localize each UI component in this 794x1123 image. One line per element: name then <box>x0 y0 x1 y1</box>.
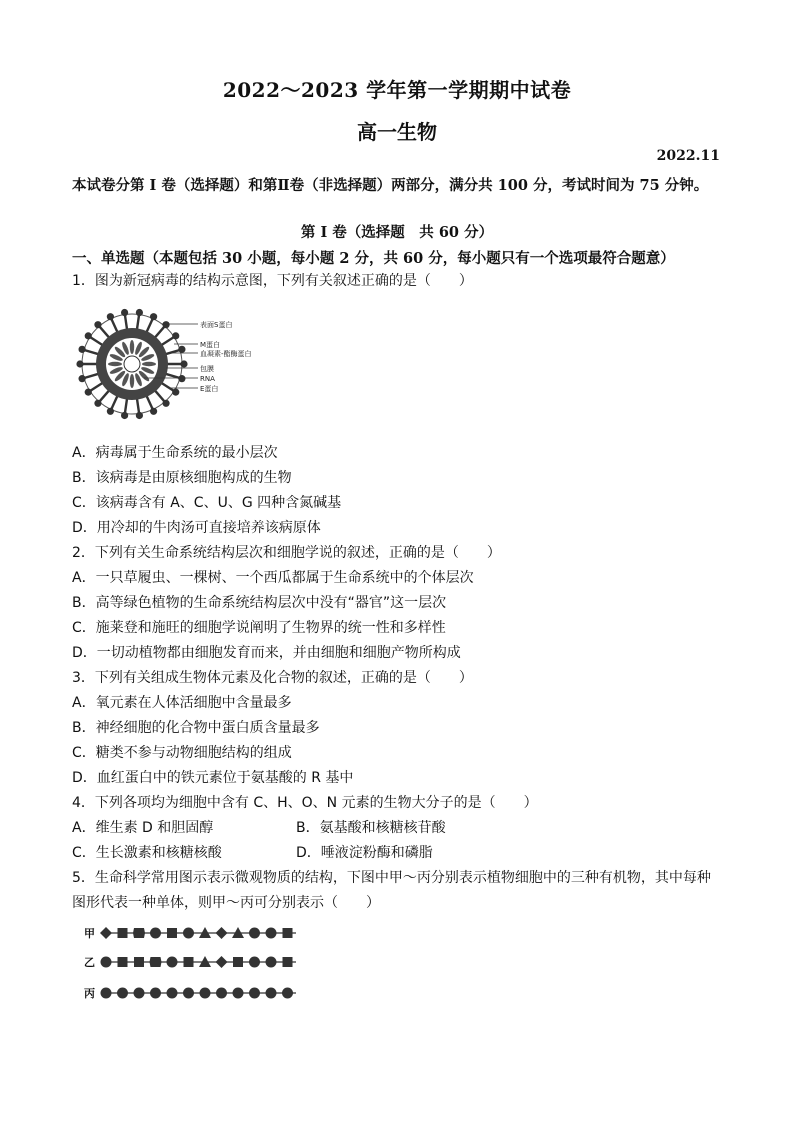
virus-spike-head <box>150 408 157 415</box>
monomer-unit <box>150 957 162 967</box>
question-1-stem: 1．图为新冠病毒的结构示意图，下列有关叙述正确的是（ ） <box>72 273 473 289</box>
virus-spike-head <box>136 309 143 316</box>
virus-spike-head <box>178 346 185 353</box>
monomer-chain-figure <box>80 920 296 1012</box>
virus-inner-segment <box>142 362 156 366</box>
virus-spike-head <box>79 346 86 353</box>
monomer-unit <box>283 957 293 967</box>
virus-spike-head <box>85 389 92 396</box>
virus-spike-head <box>76 360 83 367</box>
q3-option-c: C．糖类不参与动物细胞结构的组成 <box>72 745 292 761</box>
virus-spike-head <box>79 375 86 382</box>
monomer-unit <box>101 957 112 968</box>
monomer-unit <box>200 988 211 999</box>
virus-spike-head <box>178 375 185 382</box>
label-m-protein: M蛋白 <box>200 341 221 349</box>
monomer-unit <box>184 957 194 967</box>
virus-spike-head <box>180 360 187 367</box>
virus-spike-head <box>136 412 143 419</box>
monomer-unit <box>216 927 228 939</box>
monomer-unit <box>233 957 243 967</box>
label-e-protein: E蛋白 <box>200 385 219 393</box>
monomer-unit <box>249 928 260 939</box>
q2-option-b: B．高等绿色植物的生命系统结构层次中没有“器官”这一层次 <box>72 595 447 611</box>
monomer-unit <box>249 957 260 968</box>
monomer-unit <box>134 957 144 967</box>
label-envelope: 包膜 <box>200 365 214 373</box>
monomer-unit <box>150 928 161 939</box>
virus-spike-head <box>107 313 114 320</box>
q2-option-a: A．一只草履虫、一棵树、一个西瓜都属于生命系统中的个体层次 <box>72 570 474 586</box>
exam-subtitle: 高一生物 <box>357 120 437 144</box>
monomer-unit <box>216 988 227 999</box>
monomer-unit <box>183 928 194 939</box>
chain-bing <box>101 988 297 999</box>
monomer-unit <box>167 957 178 968</box>
section-title: 第 I 卷（选择题 共 60 分） <box>300 224 494 241</box>
virus-spike-head <box>121 309 128 316</box>
monomer-unit <box>118 928 128 938</box>
monomer-unit <box>167 928 177 938</box>
virus-spike-head <box>94 400 101 407</box>
exam-title: 2022～2023 学年第一学期期中试卷 <box>222 78 572 102</box>
exam-date: 2022.11 <box>656 148 720 164</box>
q1-option-d: D．用冷却的牛肉汤可直接培养该病原体 <box>72 520 321 536</box>
chain-label-jia: 甲 <box>84 927 95 940</box>
monomer-unit <box>249 988 260 999</box>
q4-option-d: D．唾液淀粉酶和磷脂 <box>296 845 433 861</box>
label-he-protein: 血凝素-酯酶蛋白 <box>200 350 252 358</box>
virus-inner-segment <box>130 374 134 388</box>
virus-spike-head <box>172 389 179 396</box>
monomer-unit <box>134 988 145 999</box>
monomer-unit <box>282 988 293 999</box>
question-5-stem: 5．生命科学常用图示表示微观物质的结构，下图中甲～丙分别表示植物细胞中的三种有机物，其中每种 <box>72 870 711 886</box>
q3-option-b: B．神经细胞的化合物中蛋白质含量最多 <box>72 720 320 736</box>
monomer-unit <box>118 957 128 967</box>
virus-inner-segment <box>130 340 134 354</box>
q2-option-c: C．施莱登和施旺的细胞学说阐明了生物界的统一性和多样性 <box>72 620 446 636</box>
monomer-unit <box>266 957 277 968</box>
label-rna: RNA <box>200 375 215 383</box>
monomer-unit <box>101 988 112 999</box>
q4-option-a: A．维生素 D 和胆固醇 <box>72 820 214 836</box>
q4-option-c: C．生长激素和核糖核酸 <box>72 845 222 861</box>
virus-spike-head <box>121 412 128 419</box>
monomer-unit <box>266 988 277 999</box>
chain-jia <box>100 927 296 939</box>
virus-body <box>76 309 187 419</box>
exam-intro: 本试卷分第 I 卷（选择题）和第Ⅱ卷（非选择题）两部分，满分共 100 分，考试时间为 75 分钟。 <box>72 177 709 194</box>
virus-spike-head <box>150 313 157 320</box>
virus-inner-segment <box>108 362 122 366</box>
monomer-unit <box>283 928 293 938</box>
monomer-unit <box>100 927 112 939</box>
monomer-unit <box>183 988 194 999</box>
virus-spike-head <box>162 321 169 328</box>
question-4-stem: 4．下列各项均为细胞中含有 C、H、O、N 元素的生物大分子的是（ ） <box>72 795 538 811</box>
q4-option-b: B．氨基酸和核糖核苷酸 <box>296 820 446 836</box>
section-instruction: 一、单选题（本题包括 30 小题，每小题 2 分，共 60 分，每小题只有一个选项最符合题意） <box>72 250 675 267</box>
virus-spike-head <box>107 408 114 415</box>
virus-spike-head <box>172 332 179 339</box>
monomer-unit <box>133 928 145 938</box>
q1-option-b: B．该病毒是由原核细胞构成的生物 <box>72 470 292 486</box>
monomer-unit <box>266 928 277 939</box>
virus-spike-head <box>162 400 169 407</box>
q2-option-d: D．一切动植物都由细胞发育而来，并由细胞和细胞产物所构成 <box>72 645 461 661</box>
monomer-unit <box>233 988 244 999</box>
monomer-unit <box>117 988 128 999</box>
q3-option-a: A．氧元素在人体活细胞中含量最多 <box>72 695 292 711</box>
q1-option-c: C．该病毒含有 A、C、U、G 四种含氮碱基 <box>72 495 342 511</box>
chain-yi <box>101 956 297 968</box>
label-s-protein: 表面S蛋白 <box>200 321 233 329</box>
question-2-stem: 2．下列有关生命系统结构层次和细胞学说的叙述，正确的是（ ） <box>72 545 501 561</box>
q1-option-a: A．病毒属于生命系统的最小层次 <box>72 445 278 461</box>
virus-spike-head <box>85 332 92 339</box>
monomer-unit <box>216 956 228 968</box>
virus-spike-head <box>94 321 101 328</box>
virus-structure-figure <box>74 296 288 432</box>
question-5-stem-cont: 图形代表一种单体，则甲～丙可分别表示（ ） <box>72 895 380 911</box>
q3-option-d: D．血红蛋白中的铁元素位于氨基酸的 R 基中 <box>72 770 354 786</box>
question-3-stem: 3．下列有关组成生物体元素及化合物的叙述，正确的是（ ） <box>72 670 473 686</box>
chain-label-yi: 乙 <box>84 956 95 969</box>
monomer-unit <box>167 988 178 999</box>
chain-label-bing: 丙 <box>84 987 95 1000</box>
monomer-unit <box>150 988 161 999</box>
